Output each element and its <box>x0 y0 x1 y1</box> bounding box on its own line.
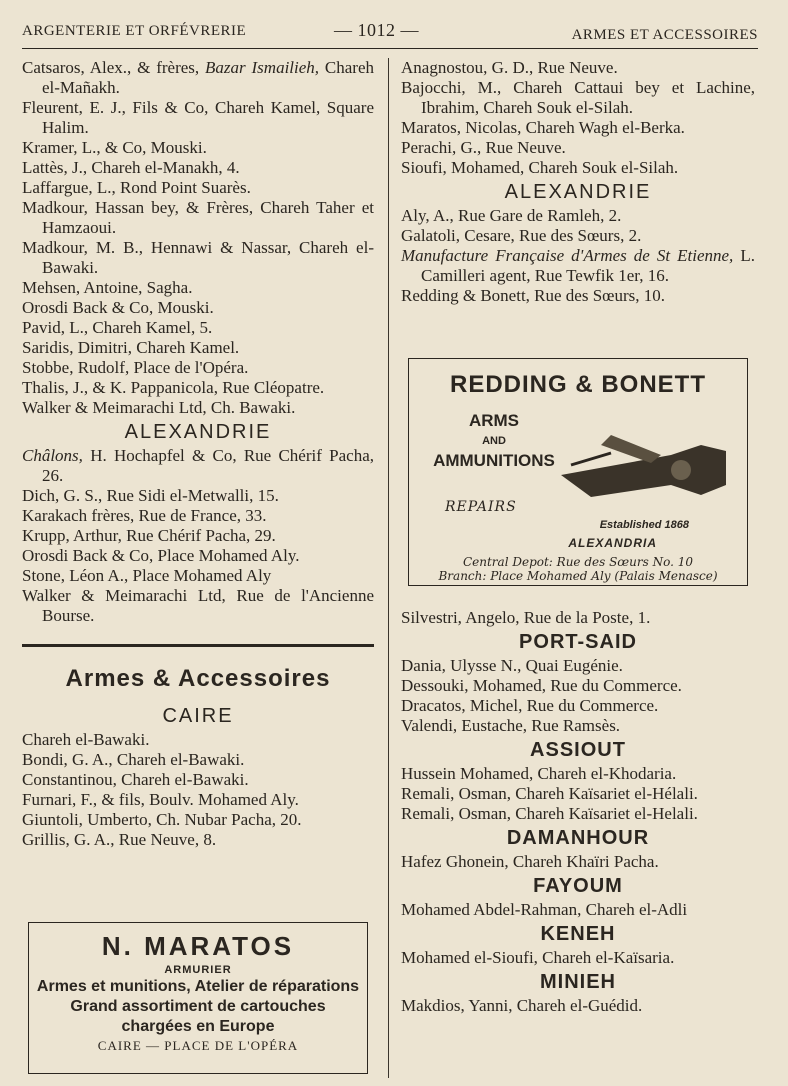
list-item: Remali, Osman, Chareh Kaïsariet el-Helali. <box>401 804 698 823</box>
list-item <box>22 378 374 398</box>
gun-illustration-icon <box>551 415 731 515</box>
ad-depot <box>409 555 747 583</box>
right-alexandrie-entries <box>401 206 755 306</box>
city-heading: ALEXANDRIE <box>124 421 272 443</box>
section-title: Armes & Accessoires <box>65 665 331 692</box>
list-item: Mohamed Abdel-Rahman, Chareh el-Adli <box>401 900 688 919</box>
list-item <box>22 158 374 178</box>
list-item <box>22 546 374 566</box>
list-item <box>22 338 374 358</box>
header-left: ARGENTERIE ET ORFÉVRERIE <box>22 23 247 39</box>
entry-text: Saridis, Dimitri, Chareh Kamel. <box>22 338 240 357</box>
entry-text: Karakach frères, Rue de France, 33. <box>22 506 267 525</box>
ad-repairs: REPAIRS <box>445 499 517 515</box>
list-item <box>22 298 374 318</box>
list-item: Valendi, Eustache, Rue Ramsès. <box>401 716 621 735</box>
fayoum-entries <box>401 900 755 920</box>
ad-line: Armes et munitions, Atelier de réparations <box>36 978 360 995</box>
list-item <box>22 178 374 198</box>
ad-line: chargées en Europe <box>121 1018 275 1035</box>
list-item: Furnari, F., & fils, Boulv. Mohamed Aly. <box>22 790 299 809</box>
entry-italic: Bazar Ismailieh, <box>205 58 320 77</box>
entry-text: Madkour, M. B., Hennawi & Nassar, Chareh el-Bawaki. <box>22 238 374 277</box>
ad-line: Grand assortiment de cartouches <box>70 998 326 1015</box>
entry-text: Perachi, G., Rue Neuve. <box>401 138 566 157</box>
list-item <box>401 286 755 306</box>
city-heading: PORT-SAID <box>519 631 637 653</box>
city-heading: MINIEH <box>540 971 616 993</box>
left-alexandrie-entries <box>22 446 374 626</box>
page-number: — 1012 — <box>334 20 419 40</box>
list-item <box>401 206 755 226</box>
list-item <box>22 198 374 238</box>
city-heading: ALEXANDRIE <box>504 181 652 203</box>
list-item <box>22 398 374 418</box>
column-divider <box>388 58 389 1078</box>
entry-text: Fleurent, E. J., Fils & Co, Chareh Kamel, Square Halim. <box>22 98 374 137</box>
list-item: Hussein Mohamed, Chareh el-Khodaria. <box>401 764 677 783</box>
list-item: Silvestri, Angelo, Rue de la Poste, 1. <box>401 608 651 627</box>
ad-title: N. MARATOS <box>101 931 295 961</box>
entry-text: Walker & Meimarachi Ltd, Ch. Bawaki. <box>22 398 296 417</box>
list-item <box>22 506 374 526</box>
city-heading: DAMANHOUR <box>506 827 650 849</box>
entry-text: Orosdi Back & Co, Mouski. <box>22 298 214 317</box>
entry-italic: Manufacture Française d'Armes de St Etienne, <box>401 246 734 265</box>
entry-text: Bajocchi, M., Chareh Cattaui bey et Lachine, Ibrahim, Chareh Souk el-Silah. <box>401 78 755 117</box>
list-item <box>401 118 755 138</box>
entry-text: Chareh el-Mañakh. <box>42 58 374 97</box>
entry-text: Krupp, Arthur, Rue Chérif Pacha, 29. <box>22 526 276 545</box>
left-column <box>22 58 374 850</box>
list-item <box>22 278 374 298</box>
page-header <box>22 20 758 49</box>
entry-text: Maratos, Nicolas, Chareh Wagh el-Berka. <box>401 118 685 137</box>
city-heading: FAYOUM <box>533 875 623 897</box>
ad-depot-branch: Branch: Place Mohamed Aly (Palais Menasce) <box>438 569 718 583</box>
list-item <box>401 138 755 158</box>
list-item <box>22 586 374 626</box>
assiout-entries <box>401 764 755 824</box>
list-item: Hafez Ghonein, Chareh Khaïri Pacha. <box>401 852 659 871</box>
list-item <box>401 226 755 246</box>
list-item: Chareh el-Bawaki. <box>22 730 150 749</box>
list-item: Remali, Osman, Chareh Kaïsariet el-Hélali. <box>401 784 698 803</box>
entry-text: Catsaros, Alex., & frères, <box>22 58 206 77</box>
entry-text: Laffargue, L., Rond Point Suarès. <box>22 178 251 197</box>
entry-text: L. Camilleri agent, Rue Tewfik 1er, 16. <box>421 246 755 285</box>
list-item: Dania, Ulysse N., Quai Eugénie. <box>401 656 623 675</box>
entry-text: H. Hochapfel & Co, Rue Chérif Pacha, 26. <box>42 446 374 485</box>
list-item <box>401 246 755 286</box>
ad-ammunitions: AMMUNITIONS <box>433 451 555 470</box>
list-item <box>22 58 374 98</box>
entry-text: Thalis, J., & K. Pappanicola, Rue Cléopatre. <box>22 378 325 397</box>
ad-subtitle: ARMURIER <box>164 964 232 976</box>
list-item <box>22 486 374 506</box>
ad-arms-block <box>429 411 559 471</box>
entry-text: Stone, Léon A., Place Mohamed Aly <box>22 566 272 585</box>
port-said-entries <box>401 656 755 736</box>
list-item <box>22 566 374 586</box>
entry-text: Orosdi Back & Co, Place Mohamed Aly. <box>22 546 300 565</box>
keneh-entries <box>401 948 755 968</box>
minieh-entries <box>401 996 755 1016</box>
right-top-entries <box>401 58 755 178</box>
entry-text: Lattès, J., Chareh el-Manakh, 4. <box>22 158 240 177</box>
entry-text: Anagnostou, G. D., Rue Neuve. <box>401 58 618 77</box>
list-item <box>22 318 374 338</box>
redding-bonett-advertisement <box>408 358 748 586</box>
right-column-lower <box>401 608 755 1016</box>
ad-arms: ARMS <box>468 411 520 430</box>
header-right: ARMES ET ACCESSOIRES <box>571 27 758 43</box>
list-item <box>401 158 755 178</box>
ad-and: AND <box>482 435 506 447</box>
list-item: Dessouki, Mohamed, Rue du Commerce. <box>401 676 682 695</box>
entry-text: Redding & Bonett, Rue des Sœurs, 10. <box>401 286 665 305</box>
entry-text: Stobbe, Rudolf, Place de l'Opéra. <box>22 358 249 377</box>
list-item: Giuntoli, Umberto, Ch. Nubar Pacha, 20. <box>22 810 302 829</box>
list-item <box>22 358 374 378</box>
list-item: Bondi, G. A., Chareh el-Bawaki. <box>22 750 245 769</box>
city-heading: CAIRE <box>162 705 234 727</box>
right-column <box>401 58 755 306</box>
list-item: Makdios, Yanni, Chareh el-Guédid. <box>401 996 643 1015</box>
section-separator <box>22 644 374 647</box>
maratos-advertisement <box>28 922 368 1074</box>
ad-established: Established 1868 <box>599 519 689 531</box>
city-heading: ASSIOUT <box>530 739 626 761</box>
entry-text: Pavid, L., Chareh Kamel, 5. <box>22 318 213 337</box>
list-item <box>401 78 755 118</box>
entry-italic: Châlons, <box>22 446 83 465</box>
entry-text: Aly, A., Rue Gare de Ramleh, 2. <box>401 206 622 225</box>
list-item: Grillis, G. A., Rue Neuve, 8. <box>22 830 217 849</box>
list-item <box>22 526 374 546</box>
left-top-entries <box>22 58 374 418</box>
ad-title: REDDING & BONETT <box>450 371 706 398</box>
list-item <box>401 58 755 78</box>
entry-text: Walker & Meimarachi Ltd, Rue de l'Ancienne Bourse. <box>22 586 374 625</box>
list-item: Constantinou, Chareh el-Bawaki. <box>22 770 249 789</box>
left-caire-entries <box>22 730 374 850</box>
entry-text: Galatoli, Cesare, Rue des Sœurs, 2. <box>401 226 642 245</box>
entry-text: Sioufi, Mohamed, Chareh Souk el-Silah. <box>401 158 679 177</box>
list-item <box>22 138 374 158</box>
entry-text: Madkour, Hassan bey, & Frères, Chareh Taher et Hamzaoui. <box>22 198 374 237</box>
ad-depot-central: Central Depot: Rue des Sœurs No. 10 <box>462 555 694 569</box>
entry-text: Mehsen, Antoine, Sagha. <box>22 278 193 297</box>
damanhour-entries <box>401 852 755 872</box>
list-item: Dracatos, Michel, Rue du Commerce. <box>401 696 659 715</box>
ad-address: CAIRE — PLACE DE L'OPÉRA <box>97 1038 299 1053</box>
list-item <box>22 98 374 138</box>
list-item: Mohamed el-Sioufi, Chareh el-Kaïsaria. <box>401 948 675 967</box>
city-heading: KENEH <box>540 923 616 945</box>
list-item <box>22 446 374 486</box>
list-item <box>22 238 374 278</box>
ad-city: ALEXANDRIA <box>568 536 657 550</box>
entry-text: Kramer, L., & Co, Mouski. <box>22 138 207 157</box>
entry-text: Dich, G. S., Rue Sidi el-Metwalli, 15. <box>22 486 279 505</box>
